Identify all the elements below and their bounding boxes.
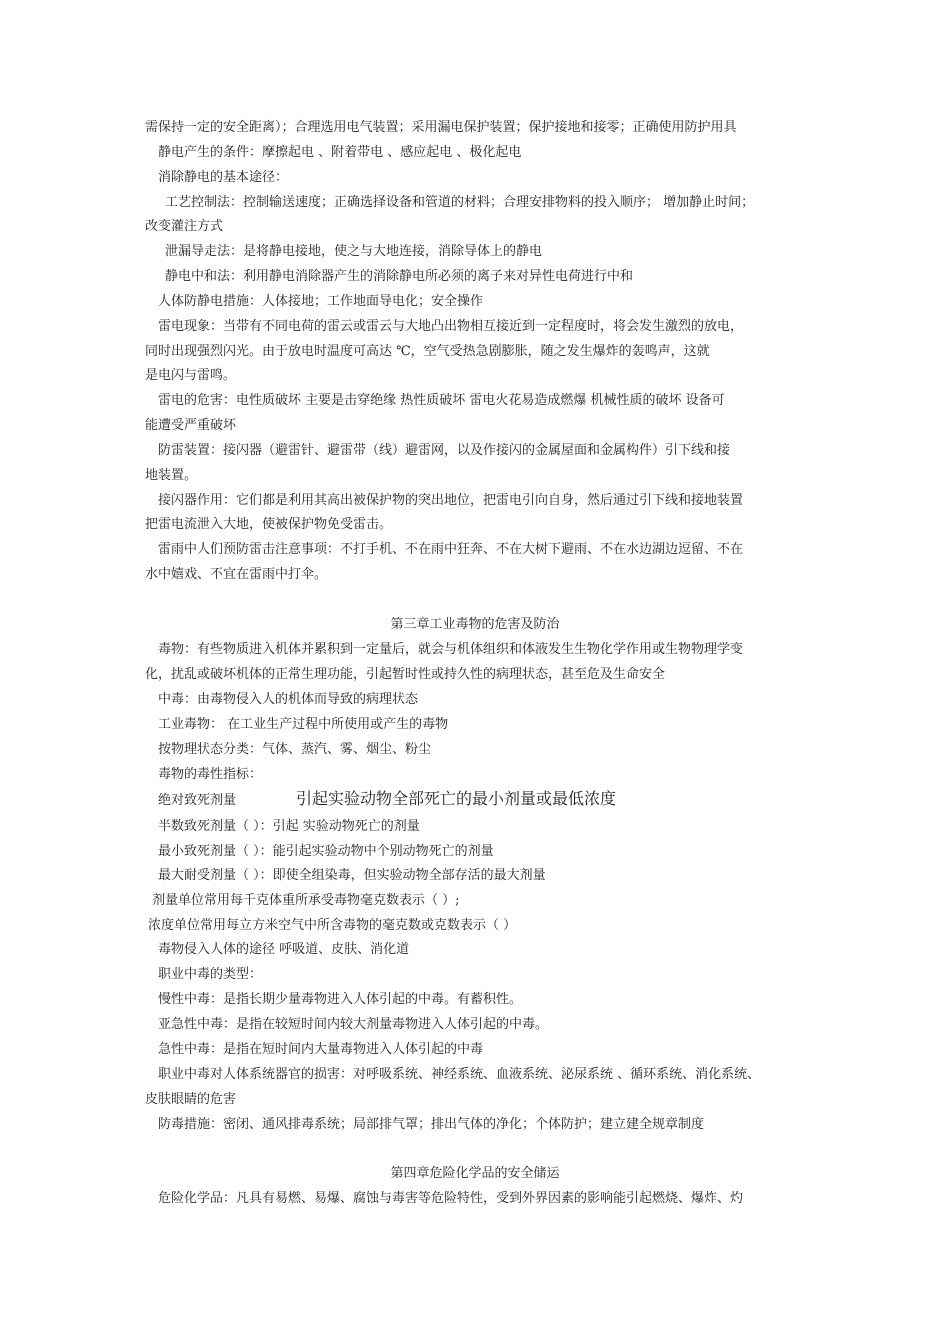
text-line: 雷雨中人们预防雷击注意事项：不打手机、不在雨中狂奔、不在大树下避雨、不在水边湖边逗留、不在 xyxy=(158,542,744,557)
text-line: 半数致死剂量（ ）：引起 实验动物死亡的剂量 xyxy=(158,819,420,834)
text-line: 浓度单位常用每立方米空气中所含毒物的毫克数或克数表示（ ） xyxy=(148,918,517,933)
chapter-heading: 第三章工业毒物的危害及防治 xyxy=(390,617,560,632)
text-line: 泄漏导走法：是将静电接地，使之与大地连接，消除导体上的静电 xyxy=(165,244,543,259)
text-line: 按物理状态分类：气体、蒸汽、雾、烟尘、粉尘 xyxy=(158,742,432,757)
text-line: 接闪器作用：它们都是利用其高出被保护物的突出地位，把雷电引向自身，然后通过引下线和接地装置 xyxy=(158,493,744,508)
text-line: 中毒：由毒物侵入人的机体而导致的病理状态 xyxy=(158,692,419,707)
text-line: 防雷装置：接闪器（避雷针、避雷带（线）避雷网，以及作接闪的金属屋面和金属构件）引下线和接 xyxy=(158,443,731,458)
text-line: 毒物侵入人体的途径 呼吸道、皮肤、消化道 xyxy=(158,942,410,957)
text-line: 急性中毒：是指在短时间内大量毒物进入人体引起的中毒 xyxy=(158,1042,484,1057)
text-line: 雷电的危害：电性质破坏 主要是击穿绝缘 热性质破坏 雷电火花易造成燃爆 机械性质的破坏 设备可 xyxy=(158,393,725,408)
text-line: 静电产生的条件：摩擦起电 、附着带电 、感应起电 、极化起电 xyxy=(158,145,522,160)
text-line: 工艺控制法：控制输送速度；正确选择设备和管道的材料；合理安排物料的投入顺序； 增加静止时间； xyxy=(165,195,755,210)
text-line: 绝对致死剂量 xyxy=(158,793,237,808)
text-line: 雷电现象：当带有不同电荷的雷云或雷云与大地凸出物相互接近到一定程度时，将会发生激烈的放电， xyxy=(158,319,744,334)
text-line: 最大耐受剂量（ ）：即使全组染毒，但实验动物全部存活的最大剂量 xyxy=(158,868,546,883)
text-line: 毒物的毒性指标： xyxy=(158,767,263,782)
text-line: 同时出现强烈闪光。由于放电时温度可高达 ℃，空气受热急剧膨胀，随之发生爆炸的轰鸣声，这就 xyxy=(145,344,710,359)
text-line: 职业中毒对人体系统器官的损害：对呼吸系统、神经系统、血液系统、泌尿系统 、循环系统、消化系统、 xyxy=(158,1067,761,1082)
text-line: 是电闪与雷鸣。 xyxy=(145,368,237,383)
text-line: 静电中和法：利用静电消除器产生的消除静电所必须的离子来对异性电荷进行中和 xyxy=(165,269,634,284)
text-line: 人体防静电措施：人体接地；工作地面导电化；安全操作 xyxy=(158,294,484,309)
text-line: 消除静电的基本途径： xyxy=(158,170,289,185)
text-line: 能遭受严重破坏 xyxy=(145,418,237,433)
definition-text: 引起实验动物全部死亡的最小剂量或最低浓度 xyxy=(296,789,617,808)
text-line: 剂量单位常用每千克体重所承受毒物毫克数表示（ ）; xyxy=(152,893,460,908)
text-line: 危险化学品：凡具有易燃、易爆、腐蚀与毒害等危险特性，受到外界因素的影响能引起燃烧、爆炸、灼 xyxy=(158,1191,744,1206)
text-line: 水中嬉戏、不宜在雷雨中打伞。 xyxy=(145,567,328,582)
text-line: 工业毒物： 在工业生产过程中所使用或产生的毒物 xyxy=(158,717,449,732)
text-line: 改变灌注方式 xyxy=(145,219,224,234)
text-line: 地装置。 xyxy=(145,468,198,483)
text-line: 化，扰乱或破坏机体的正常生理功能，引起暂时性或持久性的病理状态，甚至危及生命安全 xyxy=(145,667,666,682)
text-line: 职业中毒的类型： xyxy=(158,967,263,982)
text-line: 皮肤眼睛的危害 xyxy=(145,1092,237,1107)
text-line: 需保持一定的安全距离）；合理选用电气装置；采用漏电保护装置；保护接地和接零；正确使用防护用具 xyxy=(145,120,737,135)
text-line: 最小致死剂量（ ）：能引起实验动物中个别动物死亡的剂量 xyxy=(158,844,494,859)
text-line: 亚急性中毒：是指在较短时间内较大剂量毒物进入人体引起的中毒。 xyxy=(158,1017,549,1032)
chapter-heading: 第四章危险化学品的安全储运 xyxy=(390,1166,560,1181)
text-line: 把雷电流泄入大地，使被保护物免受雷击。 xyxy=(145,517,393,532)
text-line: 毒物：有些物质进入机体并累积到一定量后，就会与机体组织和体液发生生物化学作用或生物物理学变 xyxy=(158,642,744,657)
text-line: 防毒措施：密闭、通风排毒系统；局部排气罩；排出气体的净化；个体防护；建立建全规章制度 xyxy=(158,1117,705,1132)
text-line: 慢性中毒：是指长期少量毒物进入人体引起的中毒。有蓄积性。 xyxy=(158,992,523,1007)
